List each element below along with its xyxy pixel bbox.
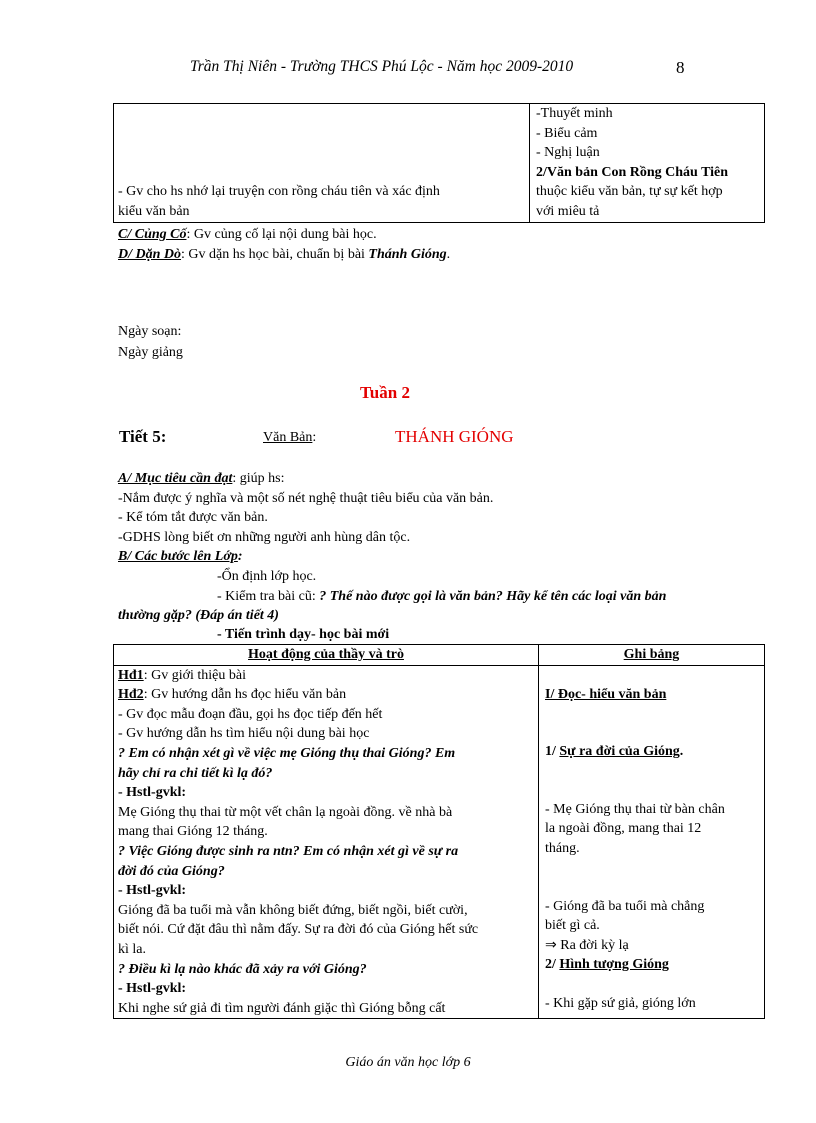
- answer-line: kì la.: [118, 941, 146, 957]
- kiem-tra-question: ? Thế nào được gọi là văn bản? Hãy kể tên các loại văn bản: [319, 589, 667, 604]
- hstl-gvkl: - Hstl-gvkl:: [118, 785, 187, 801]
- objective-item: -GDHS lòng biết ơn những người anh hùng dân tộc.: [118, 529, 411, 545]
- objectives-section: [118, 469, 493, 567]
- ngay-giang: Ngày giảng: [118, 345, 183, 360]
- answer-line: Gióng đã ba tuổi mà vẫn không biết đứng, biết ngồi, biết cười,: [118, 902, 468, 918]
- answer-line: Khi nghe sứ giả đi tìm người đánh giặc thì Gióng bỗng cất: [118, 1000, 446, 1016]
- hstl-gvkl: - Hstl-gvkl:: [118, 981, 187, 997]
- arrow-icon: ⇒: [545, 937, 557, 953]
- van-ban-label: [263, 428, 316, 448]
- question: hãy chỉ ra chi tiết kì lạ đó?: [118, 765, 273, 781]
- dan-do-text: : Gv dặn hs học bài, chuẩn bị bài: [181, 247, 369, 262]
- hd1-text: : Gv giới thiệu bài: [143, 667, 246, 683]
- dan-do-end: .: [446, 247, 451, 262]
- hd2-label: Hđ2: [118, 687, 144, 703]
- board-note: tháng.: [545, 840, 580, 856]
- table1-right-line: - Nghị luận: [536, 145, 600, 161]
- answer-line: biết nói. Cứ đặt đâu thì nằm đấy. Sự ra đời đó của Gióng hết sức: [118, 922, 479, 938]
- table-header-right: Ghi bảng: [539, 645, 765, 666]
- board-note: la ngoài đồng, mang thai 12: [545, 821, 702, 837]
- board-note-conclusion: ⇒ Ra đời kỳ lạ: [545, 937, 629, 953]
- cung-co-line: [118, 225, 377, 245]
- board-subheading: 1/ Sự ra đời của Gióng.: [545, 744, 684, 760]
- hstl-gvkl: - Hstl-gvkl:: [118, 883, 187, 899]
- page-number: 8: [676, 58, 685, 77]
- cung-co-label: C/ Củng Cố: [118, 227, 187, 242]
- table-header-left: Hoạt động của thầy và trò: [114, 645, 539, 666]
- kiem-tra-prefix: - Kiểm tra bài cũ:: [217, 589, 320, 604]
- table1-right-cell: [530, 104, 765, 223]
- table1-right-line: - Biểu cảm: [536, 125, 598, 141]
- dan-do-label: D/ Dặn Dò: [118, 247, 182, 262]
- hd2-text: : Gv hướng dẫn hs đọc hiểu văn bản: [143, 687, 347, 703]
- week-title: Tuần 2: [360, 383, 410, 402]
- kiem-tra-line: [217, 587, 666, 607]
- question: ? Điều kì lạ nào khác đã xảy ra với Gióng?: [118, 961, 367, 977]
- objective-item: - Kể tóm tắt được văn bản.: [118, 510, 268, 526]
- cung-co-text: : Gv củng cố lại nội dung bài học.: [186, 227, 377, 242]
- activity-line: - Gv hướng dẫn hs tìm hiểu nội dung bài học: [118, 726, 370, 742]
- van-ban-colon: :: [312, 430, 317, 445]
- dan-do-title: Thánh Gióng: [368, 247, 447, 262]
- question: ? Em có nhận xét gì về việc mẹ Gióng thụ thai Gióng? Em: [118, 745, 456, 761]
- objective-item: -Nắm được ý nghĩa và một số nét nghệ thuật tiêu biểu của văn bản.: [118, 490, 494, 506]
- page-footer: Giáo án văn học lớp 6: [345, 1055, 471, 1070]
- board-note: - Khi gặp sứ giả, gióng lớn: [545, 995, 696, 1011]
- table1-right-heading: 2/Văn bản Con Rồng Cháu Tiên: [536, 164, 729, 180]
- board-note: - Gióng đã ba tuổi mà chẳng: [545, 898, 705, 914]
- objectives-intro: : giúp hs:: [232, 471, 285, 486]
- steps-label: B/ Các bước lên Lớp: [118, 549, 238, 565]
- on-dinh: -Ổn định lớp học.: [217, 569, 317, 584]
- dan-do-line: [118, 245, 450, 265]
- lesson-activity-table: [113, 644, 765, 1019]
- board-notes-cell: [539, 665, 765, 1019]
- lesson-title: THÁNH GIÓNG: [395, 427, 514, 446]
- board-note: biết gì cả.: [545, 918, 600, 934]
- table1-left-line: kiểu văn bản: [118, 203, 190, 219]
- table1-left-cell: [114, 104, 530, 223]
- question: ? Việc Gióng được sinh ra ntn? Em có nhận xét gì về sự ra: [118, 843, 459, 859]
- steps-colon: :: [237, 549, 243, 565]
- hd1-label: Hđ1: [118, 667, 144, 683]
- tien-trinh: - Tiến trình dạy- học bài mới: [217, 627, 390, 642]
- table1-right-line: thuộc kiểu văn bản, tự sự kết hợp: [536, 184, 723, 200]
- question: đời đó của Gióng?: [118, 863, 225, 879]
- table1-right-line: -Thuyết minh: [536, 106, 613, 121]
- activity-line: - Gv đọc mẫu đoạn đầu, gọi hs đọc tiếp đến hết: [118, 706, 383, 722]
- lesson-number: Tiết 5:: [119, 427, 167, 446]
- van-ban-text: Văn Bản: [263, 430, 313, 445]
- activities-cell: [114, 665, 539, 1019]
- page-header: Trần Thị Niên - Trường THCS Phú Lộc - Năm học 2009-2010: [190, 58, 574, 75]
- objectives-label: A/ Mục tiêu cần đạt: [118, 471, 233, 486]
- board-subheading: 2/ Hình tượng Gióng: [545, 957, 669, 973]
- answer-line: Mẹ Gióng thụ thai từ một vết chân lạ ngoài đồng. về nhà bà: [118, 804, 453, 820]
- table-continuation: [113, 103, 765, 223]
- ngay-soan: Ngày soạn:: [118, 324, 182, 339]
- table1-right-line: với miêu tả: [536, 203, 600, 219]
- kiem-tra-question-cont: thường gặp? (Đáp án tiết 4): [118, 608, 279, 623]
- board-note: - Mẹ Gióng thụ thai từ bàn chân: [545, 801, 725, 817]
- board-section-heading: I/ Đọc- hiểu văn bản: [545, 686, 667, 702]
- answer-line: mang thai Gióng 12 tháng.: [118, 824, 268, 840]
- table1-left-line: - Gv cho hs nhớ lại truyện con rồng cháu tiên và xác định: [118, 184, 440, 200]
